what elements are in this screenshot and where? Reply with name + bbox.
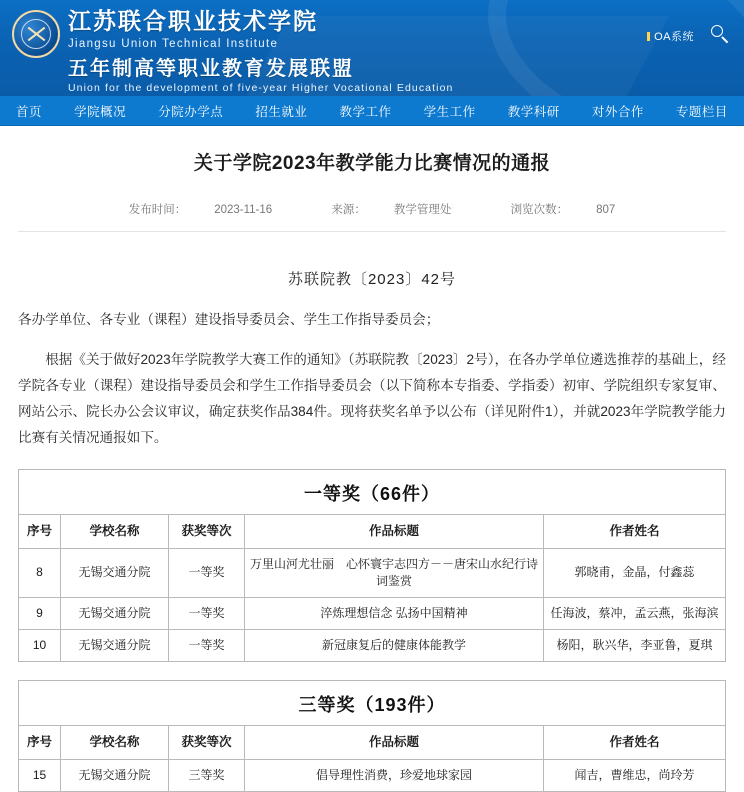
document-number: 苏联院教〔2023〕42号 xyxy=(287,271,457,288)
search-icon-ring xyxy=(711,25,723,37)
institute-logo-icon xyxy=(12,10,60,58)
nav-item-home[interactable]: 首页 xyxy=(16,104,43,119)
article-container xyxy=(0,148,744,792)
cell-level: 一等奖 xyxy=(169,597,245,629)
cell-school: 无锡交通分院 xyxy=(61,548,169,597)
cell-level: 一等奖 xyxy=(169,629,245,661)
site-header xyxy=(0,0,744,96)
meta-divider xyxy=(18,231,726,232)
table-row xyxy=(19,597,726,629)
nav-item-research[interactable]: 教学科研 xyxy=(507,104,560,119)
oa-label: OA系统 xyxy=(654,31,694,43)
table-row xyxy=(19,629,726,661)
award-block-third-prize xyxy=(18,680,726,792)
cell-school: 无锡交通分院 xyxy=(61,759,169,791)
cell-level: 一等奖 xyxy=(169,548,245,597)
oa-bullet-icon xyxy=(647,32,650,41)
table-row xyxy=(19,759,726,791)
cell-title: 万里山河尤壮丽 心怀寰宇志四方－－唐宋山水纪行诗词鉴赏 xyxy=(245,548,544,597)
article-paragraph-recipients: 各办学单位、各专业（课程）建设指导委员会、学生工作指导委员会； xyxy=(18,312,440,327)
alliance-name-cn: 五年制高等职业教育发展联盟 xyxy=(68,56,354,80)
column-header-author: 作者姓名 xyxy=(544,725,726,759)
cell-school: 无锡交通分院 xyxy=(61,597,169,629)
cell-title: 淬炼理想信念 弘扬中国精神 xyxy=(245,597,544,629)
award-heading-first-prize: 一等奖（66件） xyxy=(18,469,726,514)
site-title-block xyxy=(68,8,453,96)
nav-item-branches[interactable]: 分院办学点 xyxy=(158,104,224,119)
table-header-row xyxy=(19,725,726,759)
award-heading-third-prize: 三等奖（193件） xyxy=(18,680,726,725)
cell-no: 8 xyxy=(19,548,61,597)
nav-item-cooperation[interactable]: 对外合作 xyxy=(591,104,644,119)
column-header-no: 序号 xyxy=(19,514,61,548)
alliance-name-en: Union for the development of five-year Higher Vocational Education xyxy=(68,82,454,94)
column-header-title: 作品标题 xyxy=(245,725,544,759)
award-table-first-prize xyxy=(18,514,726,662)
article-meta xyxy=(18,201,726,217)
table-row xyxy=(19,548,726,597)
column-header-title: 作品标题 xyxy=(245,514,544,548)
oa-system-link[interactable] xyxy=(647,28,694,44)
column-header-level: 获奖等次 xyxy=(169,725,245,759)
cell-title: 倡导理性消费，珍爱地球家园 xyxy=(245,759,544,791)
publish-time: 发布时间： 2023-11-16 xyxy=(128,204,273,216)
article-paragraph-body: 根据《关于做好2023年学院教学大赛工作的通知》（苏联院教〔2023〕2号），在各办学单位遴选推荐的基础上，经学院各专业（课程）建设指导委员会和学生工作指导委员会（以下简称本专指委、学指委）初审、学院组织专家复审、网站公示、院长办公会议审议，确定获奖作品384件。现将获奖名单予以公布（详见附件1），并就2023年学院教学能力比赛有关情况通报如下。 xyxy=(18,351,726,445)
cell-author: 郭晓甫，金晶，付鑫蕊 xyxy=(544,548,726,597)
cell-title: 新冠康复后的健康体能教学 xyxy=(245,629,544,661)
cell-author: 闻吉，曹维忠，尚玲芳 xyxy=(544,759,726,791)
cell-author: 任海波，蔡冲，孟云燕，张海滨 xyxy=(544,597,726,629)
nav-item-teaching[interactable]: 教学工作 xyxy=(339,104,392,119)
search-icon-handle xyxy=(721,36,728,43)
cell-author: 杨阳，耿兴华，李亚鲁，夏琪 xyxy=(544,629,726,661)
table-header-row xyxy=(19,514,726,548)
award-block-first-prize xyxy=(18,469,726,662)
cell-no: 10 xyxy=(19,629,61,661)
page-title: 关于学院2023年教学能力比赛情况的通报 xyxy=(193,153,551,174)
cell-school: 无锡交通分院 xyxy=(61,629,169,661)
logo-inner-mark xyxy=(21,19,51,49)
nav-item-overview[interactable]: 学院概况 xyxy=(74,104,127,119)
search-icon[interactable] xyxy=(710,24,730,44)
column-header-school: 学校名称 xyxy=(61,725,169,759)
article-source: 来源： 教学管理处 xyxy=(331,204,452,216)
column-header-no: 序号 xyxy=(19,725,61,759)
column-header-school: 学校名称 xyxy=(61,514,169,548)
org-name-en: Jiangsu Union Technical Institute xyxy=(68,38,279,50)
nav-item-special[interactable]: 专题栏目 xyxy=(675,104,728,119)
main-navigation xyxy=(0,96,744,126)
column-header-author: 作者姓名 xyxy=(544,514,726,548)
cell-no: 9 xyxy=(19,597,61,629)
cell-level: 三等奖 xyxy=(169,759,245,791)
column-header-level: 获奖等次 xyxy=(169,514,245,548)
award-table-third-prize xyxy=(18,725,726,792)
nav-item-admissions[interactable]: 招生就业 xyxy=(255,104,308,119)
nav-item-student-affairs[interactable]: 学生工作 xyxy=(423,104,476,119)
cell-no: 15 xyxy=(19,759,61,791)
org-name-cn: 江苏联合职业技术学院 xyxy=(68,8,318,35)
view-count: 浏览次数： 807 xyxy=(510,204,616,216)
